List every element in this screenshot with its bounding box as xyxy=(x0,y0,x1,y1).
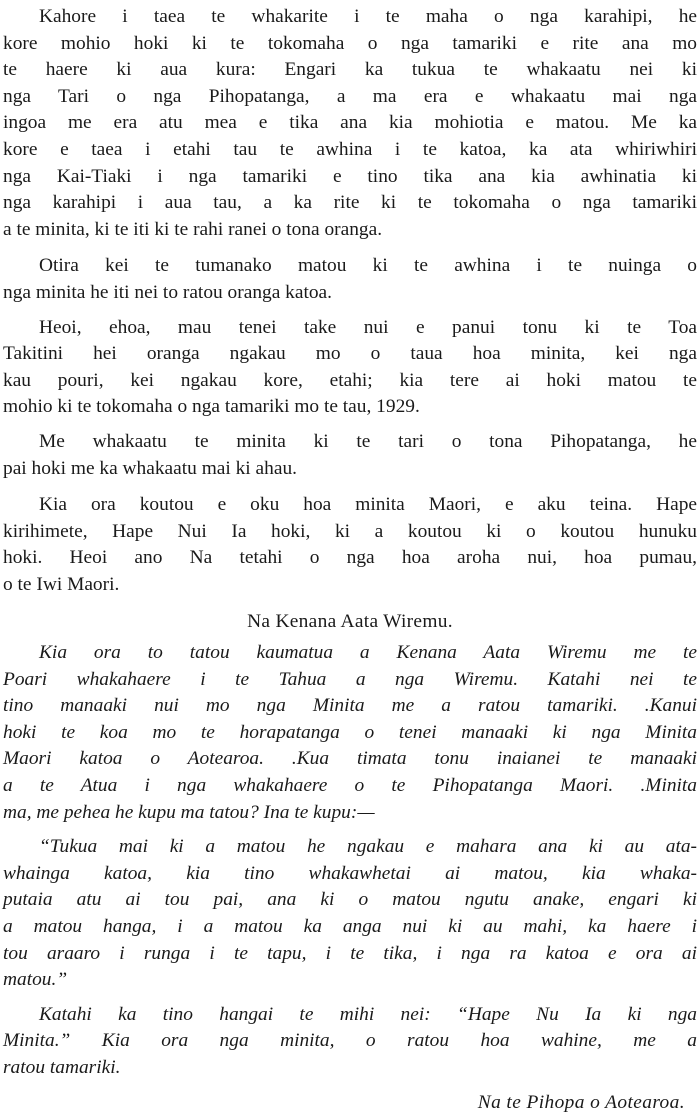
text-line: kore mohio hoki ki te tokomaha o nga tamariki e rite ana mo xyxy=(3,32,697,54)
text-line: mohio ki te tokomaha o nga tamariki mo te tau, 1929. xyxy=(3,396,420,418)
text-line: kau pouri, kei ngakau kore, etahi; kia tere ai hoki matou te xyxy=(3,369,697,391)
text-line: nga minita he iti nei to ratou oranga katoa. xyxy=(3,281,332,303)
text-line: Me whakaatu te minita ki te tari o tona Pihopatanga, he xyxy=(39,430,697,452)
text-line: hoki. Heoi ano Na tetahi o nga hoa aroha nui, hoa pumau, xyxy=(3,547,697,569)
text-line: ma, me pehea he kupu ma tatou? Ina te kupu:— xyxy=(3,801,375,823)
text-line: Kia ora koutou e oku hoa minita Maori, e aku teina. Hape xyxy=(39,494,697,516)
text-line: nga Kai-Tiaki i nga tamariki e tino tika ana kia awhinatia ki xyxy=(3,165,697,187)
text-line: Kia ora to tatou kaumatua a Kenana Aata Wiremu me te xyxy=(39,642,697,664)
paragraph-blessing xyxy=(3,1002,697,1082)
text-line: Takitini hei oranga ngakau mo o taua hoa minita, kei nga xyxy=(3,343,697,365)
text-line: te haere ki aua kura: Engari ka tukua te whakaatu nei ki xyxy=(3,59,697,81)
paragraph-greeting xyxy=(3,492,697,598)
section-heading: Na Kenana Aata Wiremu. xyxy=(247,611,453,633)
text-line: Katahi ka tino hangai te mihi nei: “Hape Nu Ia ki nga xyxy=(39,1003,697,1025)
signature-line: Na te Pihopa o Aotearoa. xyxy=(477,1091,685,1113)
text-line: Kahore i taea te whakarite i te maha o nga karahipi, he xyxy=(39,6,697,27)
text-line: tino manaaki nui mo nga Minita me a ratou tamariki. .Kanui xyxy=(3,695,697,717)
text-line: Poari whakahaere i te Tahua a nga Wiremu. Katahi nei te xyxy=(3,668,697,690)
paragraph-prayer xyxy=(3,834,697,994)
paragraph-hope xyxy=(3,253,697,306)
text-line: Minita.” Kia ora nga minita, o ratou hoa wahine, me a xyxy=(3,1030,697,1052)
text-line: nga Tari o nga Pihopatanga, a ma era e whakaatu mai nga xyxy=(3,85,697,107)
text-line: a matou hanga, i a matou ka anga nui ki au mahi, ka haere i xyxy=(3,916,697,937)
paragraph-appeal xyxy=(3,315,697,421)
text-line: o te Iwi Maori. xyxy=(3,573,120,595)
paragraph-instructions xyxy=(3,429,697,482)
text-line: kirihimete, Hape Nui Ia hoki, ki a koutou ki o koutou hunuku xyxy=(3,520,697,542)
text-line: Maori katoa o Aotearoa. .Kua timata tonu inaianei te manaaki xyxy=(3,748,697,770)
text-line: Heoi, ehoa, mau tenei take nui e panui tonu ki te Toa xyxy=(39,316,697,338)
text-line: a te Atua i nga whakahaere o te Pihopatanga Maori. .Minita xyxy=(3,775,697,797)
text-line: a te minita, ki te iti ki te rahi ranei o tona oranga. xyxy=(3,218,383,240)
text-line: putaia atu ai tou pai, ana ki o matou ngutu anake, engari ki xyxy=(3,889,697,911)
text-line: “Tukua mai ki a matou he ngakau e mahara ana ki au ata- xyxy=(39,836,697,858)
text-line: kore e taea i etahi tau te awhina i te katoa, ka ata whiriwhiri xyxy=(3,138,697,160)
document-page xyxy=(3,4,697,1116)
text-line: whainga katoa, kia tino whakawhetai ai matou, kia whaka- xyxy=(3,862,697,884)
text-line: ingoa me era atu mea e tika ana kia mohiotia e matou. Me ka xyxy=(3,112,697,134)
paragraph-tribute xyxy=(3,640,697,826)
text-line: hoki te koa mo te horapatanga o tenei manaaki ki nga Minita xyxy=(3,721,697,743)
paragraph-scholarships xyxy=(3,4,697,243)
text-line: nga karahipi i aua tau, a ka rite ki te tokomaha o nga tamariki xyxy=(3,192,697,214)
text-line: Otira kei te tumanako matou ki te awhina i te nuinga o xyxy=(39,255,697,277)
text-line: matou.” xyxy=(3,969,68,991)
text-line: pai hoki me ka whakaatu mai ki ahau. xyxy=(3,457,297,479)
text-line: tou araaro i runga i te tapu, i te tika, i nga ra katoa e ora ai xyxy=(3,942,697,964)
text-line: ratou tamariki. xyxy=(3,1056,121,1078)
